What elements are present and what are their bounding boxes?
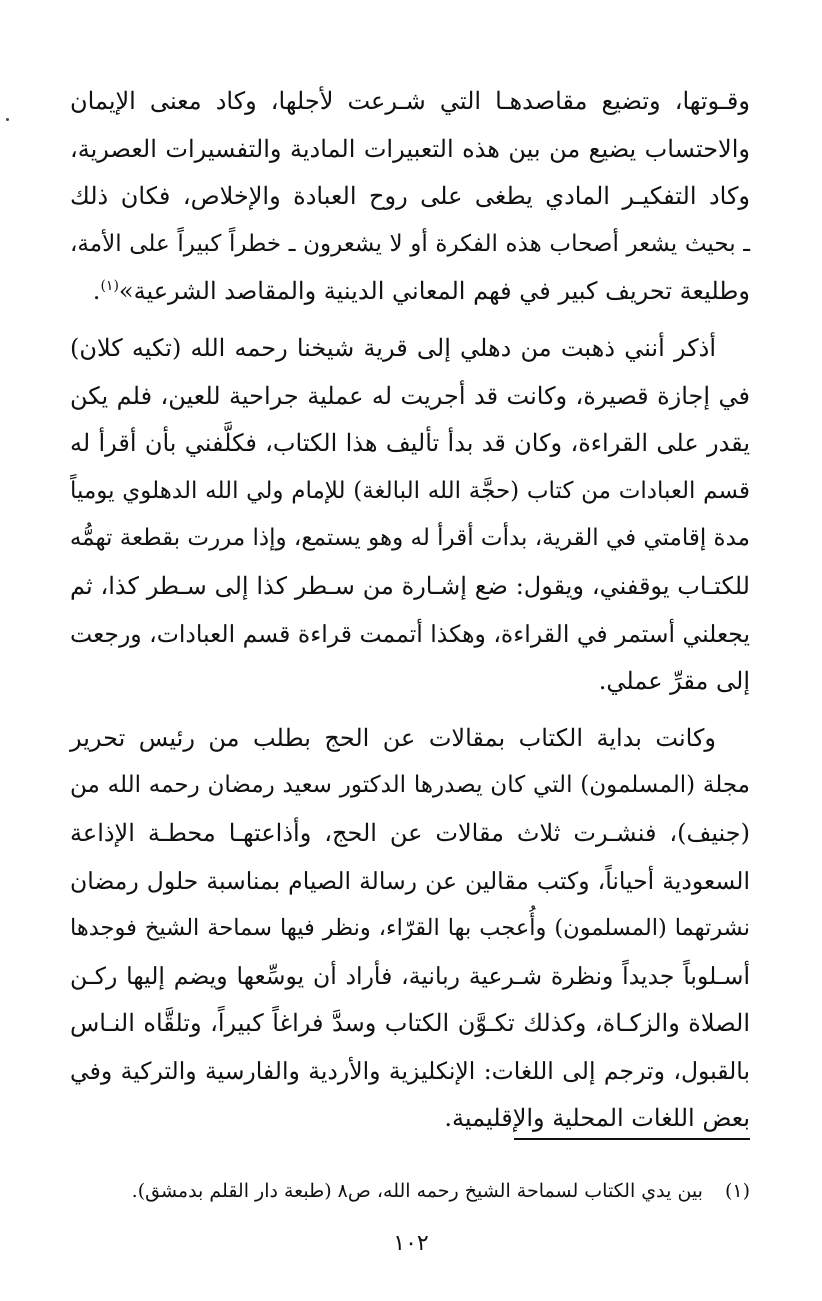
paragraph-line: أذكر أنني ذهبت من دهلي إلى قرية شيخنا رحمه الله (تكيه كلان) xyxy=(70,333,716,362)
paragraph-line: والاحتساب يضيع من بين هذه التعبيرات المادية والتفسيرات العصرية، xyxy=(70,134,750,163)
paragraph-last-line xyxy=(70,268,750,316)
paragraph-3 xyxy=(70,715,750,1143)
quoted-text-end: وطليعة تحريف كبير في فهم المعاني الدينية والمقاصد الشرعية» xyxy=(118,277,750,306)
paragraph-line: مجلة (المسلمون) التي كان يصدرها الدكتور سعيد رمضان رحمه الله من xyxy=(70,772,750,799)
footnote xyxy=(70,1177,750,1205)
scan-edge-mark xyxy=(6,118,9,121)
footnote-separator xyxy=(514,1138,750,1140)
paragraph-line: (جنيف)، فنشـرت ثلاث مقالات عن الحج، وأذاعتهـا محطـة الإذاعة xyxy=(70,818,750,847)
paragraph-line: الصلاة والزكـاة، وكذلك تكـوَّن الكتاب وسدَّ فراغاً كبيراً، وتلقَّاه النـاس xyxy=(70,1009,750,1038)
paragraph-line: يقدر على القراءة، وكان قد بدأ تأليف هذا الكتاب، فكلَّفني بأن أقرأ له xyxy=(70,429,750,458)
footnote-reference[interactable]: (١) xyxy=(100,278,119,295)
paragraph-line: في إجازة قصيرة، وكانت قد أجريت له عملية جراحية للعين، فلم يكن xyxy=(70,381,750,410)
paragraph-line: وقـوتها، وتضيع مقاصدهـا التي شـرعت لأجلها، وكاد معنى الإيمان xyxy=(70,87,750,115)
sentence-end-mark: . xyxy=(92,277,101,306)
paragraph-line: وكانت بداية الكتاب بمقالات عن الحج بطلب من رئيس تحرير xyxy=(70,723,716,752)
footnote-number: (١) xyxy=(724,1180,750,1202)
paragraph-line: السعودية أحياناً، وكتب مقالين عن رسالة الصيام بمناسبة حلول رمضان xyxy=(70,866,750,895)
paragraph-line: أسـلوباً جديداً ونظرة شـرعية ربانية، فأراد أن يوسِّعها ويضم إليها ركـن xyxy=(70,961,750,990)
paragraph-last-line: بعض اللغات المحلية والإقليمية. xyxy=(444,1104,750,1133)
paragraph-1 xyxy=(70,78,750,316)
paragraph-line: مدة إقامتي في القرية، بدأت أقرأ له وهو يستمع، وإذا مررت بقطعة تهمُّه xyxy=(69,525,750,552)
paragraph-line: بالقبول، وترجم إلى اللغات: الإنكليزية والأردية والفارسية والتركية وفي xyxy=(70,1056,750,1085)
paragraph-line: وكاد التفكيـر المادي يطغى على روح العبادة والإخلاص، فكان ذلك xyxy=(70,182,750,211)
paragraph-2 xyxy=(70,325,750,706)
paragraph-line: قسم العبادات من كتاب (حجَّة الله البالغة) للإمام ولي الله الدهلوي يومياً xyxy=(70,477,750,504)
page-number: ١٠٢ xyxy=(393,1231,429,1256)
paragraph-last-line: إلى مقرِّ عملي. xyxy=(598,667,750,696)
paragraph-line: نشرتهما (المسلمون) وأُعجب بها القرّاء، ونظر فيها سماحة الشيخ فوجدها xyxy=(70,915,750,942)
footnote-text: بين يدي الكتاب لسماحة الشيخ رحمه الله، ص٨ (طبعة دار القلم بدمشق). xyxy=(131,1180,703,1202)
paragraph-line: ـ بحيث يشعر أصحاب هذه الفكرة أو لا يشعرون ـ خطراً كبيراً على الأمة، xyxy=(70,230,750,257)
paragraph-line: يجعلني أستمر في القراءة، وهكذا أتممت قراءة قسم العبادات، ورجعت xyxy=(70,619,750,648)
paragraph-line: للكتـاب يوقفني، ويقول: ضع إشـارة من سـطر كذا إلى سـطر كذا، ثم xyxy=(70,571,750,600)
document-page xyxy=(70,78,750,1143)
